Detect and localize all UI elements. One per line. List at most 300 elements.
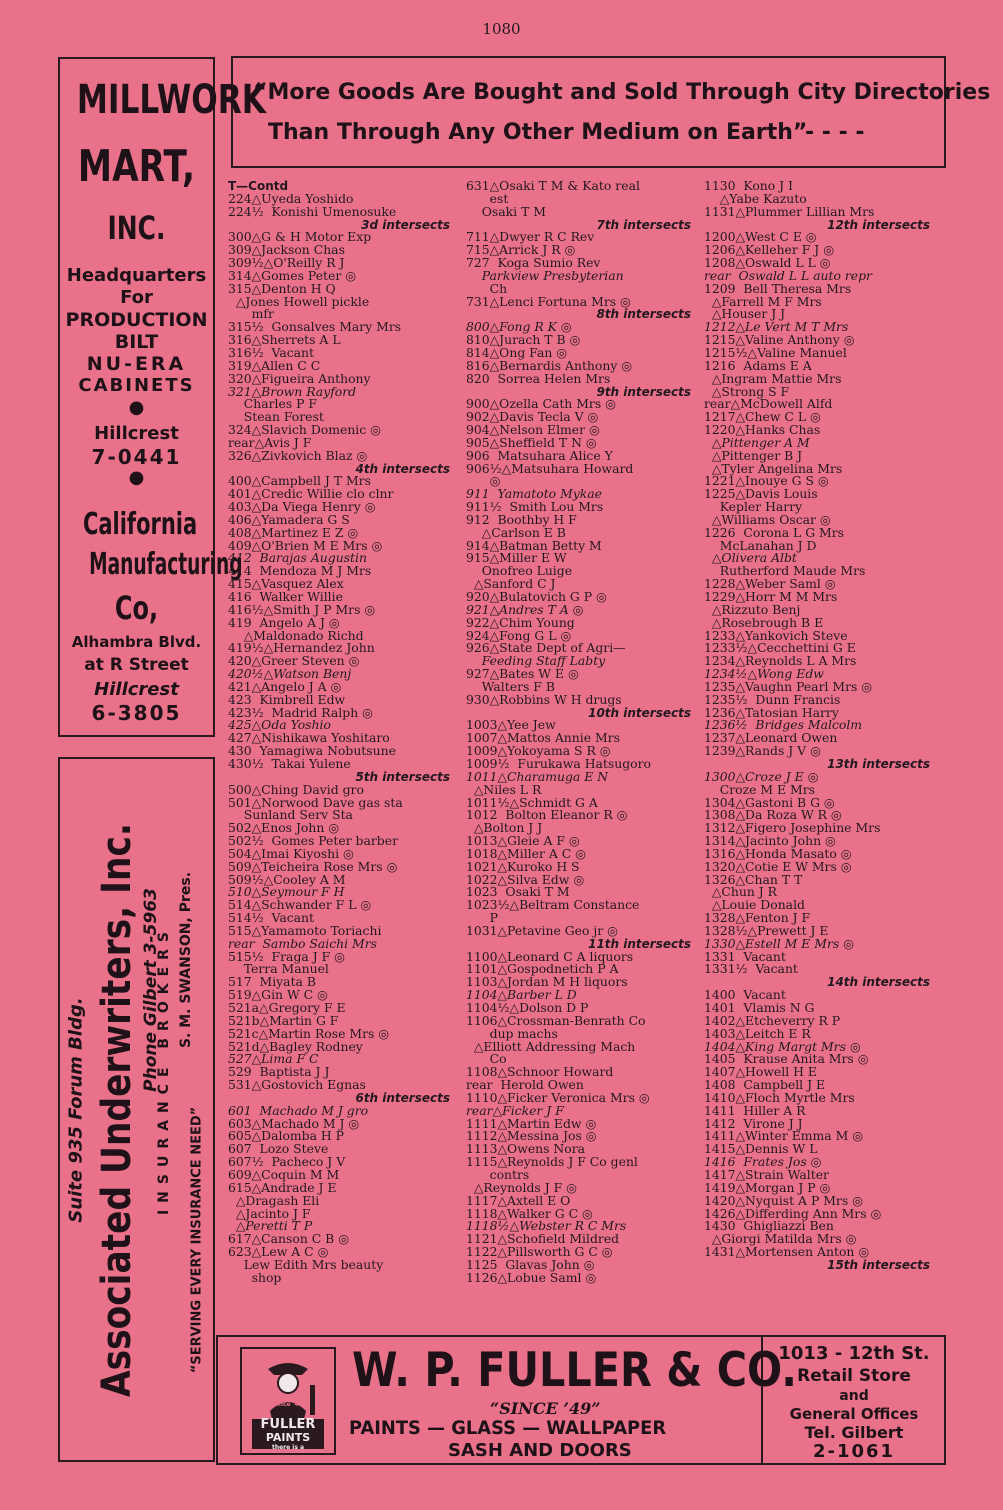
directory-entry: 924△Fong G L ◎ [466, 627, 572, 643]
directory-entry: rear△Avis J F [228, 434, 312, 450]
ad-assoc-phone: Phone Gilbert 3-5963 [140, 887, 161, 1092]
directory-entry: Ch [466, 280, 508, 296]
directory-entry: 515△Yamamoto Toriachi [228, 922, 382, 938]
directory-entry: 309△Jackson Chas [228, 242, 345, 258]
directory-entry: 911½ Smith Lou Mrs [466, 499, 604, 515]
directory-entry: 1209 Bell Theresa Mrs [704, 280, 852, 296]
directory-entry: 420△Greer Steven ◎ [228, 653, 360, 669]
directory-entry: 1239△Rands J V ◎ [704, 743, 821, 759]
directory-entry: △Pittenger A M [704, 434, 810, 450]
directory-entry: rear△McDowell Alfd [704, 396, 833, 412]
directory-entry: 421△Angelo J A ◎ [228, 678, 342, 694]
directory-entry: 401△Credic Willie clo clnr [228, 486, 394, 502]
page-number: 1080 [482, 20, 521, 38]
directory-entry: △Sanford C J [466, 576, 556, 592]
directory-entry: 309½△O'Reilly R J [228, 255, 345, 271]
directory-entry: △Elliott Addressing Mach [466, 1038, 636, 1054]
directory-entry: 1415△Dennis W L [704, 1141, 818, 1157]
directory-entry: 1216 Adams E A [704, 357, 812, 373]
directory-entry: 1208△Oswald L L ◎ [704, 255, 831, 271]
directory-entry: 1308△Da Roza W R ◎ [704, 807, 842, 823]
directory-entry: 816△Bernardis Anthony ◎ [466, 357, 633, 373]
directory-entry: 527△Lima F C [228, 1051, 319, 1067]
directory-entry: 1330△Estell M E Mrs ◎ [704, 935, 854, 951]
ad-at-r-street: at R Street [84, 655, 189, 675]
directory-entry: △Chun J R [704, 884, 778, 900]
directory-entry: 1401 Vlamis N G [704, 1000, 815, 1015]
directory-entry: 1215½△Valine Manuel [704, 344, 847, 360]
directory-entry: △Louie Donald [704, 897, 805, 913]
directory-entry: 912 Boothby H F [466, 511, 577, 527]
fuller-sash: SASH AND DOORS [448, 1440, 632, 1461]
directory-entry: 1402△Etcheverry R P [704, 1012, 841, 1028]
directory-entry: 1013△Gleie A F ◎ [466, 833, 580, 849]
directory-entry: 1122△Pillsworth G C ◎ [466, 1244, 613, 1260]
directory-entry: 425△Oda Yoshio [228, 717, 331, 733]
directory-entry: 504△Imai Kiyoshi ◎ [228, 845, 354, 861]
ad-wp-fuller [216, 1335, 946, 1465]
fuller-offices: General Offices [789, 1405, 919, 1423]
directory-entry: rear Sambo Saichi Mrs [228, 935, 378, 951]
directory-entry: 1220△Hanks Chas [704, 422, 821, 438]
directory-entry: Co [466, 1051, 507, 1067]
directory-entry: 1130 Kono J I [704, 178, 793, 193]
directory-entry: △Ingram Mattie Mrs [704, 370, 842, 386]
directory-entry: 406△Yamadera G S [228, 511, 350, 527]
directory-entry: rear Herold Owen [466, 1077, 584, 1093]
ad-california: California [82, 507, 198, 542]
directory-entry: 926△State Dept of Agri— [466, 640, 626, 656]
directory-entry: 515½ Fraga J F ◎ [228, 948, 345, 964]
directory-entry: 1023 Osaki T M [466, 884, 570, 900]
directory-entry: 1235½ Dunn Francis [704, 691, 841, 707]
directory-entry: 1115△Reynolds J F Co genl [466, 1154, 638, 1170]
directory-entry: 1003△Yee Jew [466, 717, 556, 733]
directory-entry: 1023½△Beltram Constance [466, 897, 640, 913]
directory-entry: 315△Denton H Q [228, 280, 336, 296]
directory-entry: △Jacinto J F [228, 1205, 311, 1221]
headline-line-1: “More Goods Are Bought and Sold Through City Directories [253, 80, 991, 105]
directory-entry: △Carlson E B [466, 524, 566, 540]
directory-entry: est [466, 190, 509, 206]
directory-entry: Charles P F [228, 396, 317, 412]
directory-entry: 1022△Silva Edw ◎ [466, 871, 585, 887]
ad-assoc-slogan: “SERVING EVERY INSURANCE NEED” [189, 1106, 204, 1373]
directory-entry: 1111△Martin Edw ◎ [466, 1115, 597, 1131]
directory-entry: 509△Teicheira Rose Mrs ◎ [228, 858, 398, 874]
directory-entry: 617△Canson C B ◎ [228, 1231, 350, 1247]
directory-entry: 320△Figueira Anthony [228, 370, 371, 386]
directory-entry: 1012 Bolton Eleanor R ◎ [466, 807, 628, 823]
directory-entry: 403△Da Viega Henry ◎ [228, 499, 376, 515]
ad-phone-2: 6-3805 [91, 701, 182, 725]
directory-entry: 1426△Differding Ann Mrs ◎ [704, 1205, 882, 1221]
directory-entry: 521a△Gregory F E [228, 1000, 346, 1015]
directory-entry: △Pittenger B J [704, 447, 803, 463]
directory-entry: 800△Fong R K ◎ [466, 319, 572, 335]
directory-entry: 502△Enos John ◎ [228, 820, 340, 836]
directory-entry: 1125 Glavas John ◎ [466, 1256, 595, 1272]
fuller-logo-name: FULLER [260, 1417, 316, 1432]
directory-entry: 224△Uyeda Yoshido [228, 190, 354, 206]
directory-entry: 1011△Charamuga E N [466, 768, 609, 784]
directory-entry: P [466, 910, 498, 926]
directory-entry: 420½△Watson Benj [228, 666, 352, 682]
directory-entry: 423½ Madrid Ralph ◎ [228, 704, 373, 720]
directory-entry: 1007△Mattos Annie Mrs [466, 730, 620, 746]
ad-millwork-headquarters: Headquarters [66, 265, 207, 286]
directory-entry: 1215△Valine Anthony ◎ [704, 332, 855, 348]
ad-millwork-nuera: NU-ERA [86, 353, 187, 375]
directory-entry: △Bolton J J [466, 820, 543, 836]
directory-entry: 1404△King Margt Mrs ◎ [704, 1038, 861, 1054]
directory-entry: 319△Allen C C [228, 357, 321, 373]
directory-entry: 1104△Barber L D [466, 987, 577, 1003]
ad-millwork-bilt: BILT [114, 331, 159, 353]
directory-entry: 1331½ Vacant [704, 961, 798, 977]
directory-entry: 529 Baptista J J [228, 1064, 330, 1080]
directory-entry: 1225△Davis Louis [704, 486, 818, 502]
directory-column-3 [704, 180, 930, 1272]
directory-entry: shop [228, 1269, 282, 1285]
directory-entry: 731△Lenci Fortuna Mrs ◎ [466, 293, 631, 309]
directory-entry: 423 Kimbrell Edw [228, 691, 346, 707]
directory-entry: △Houser J J [704, 306, 786, 322]
directory-entry: 521b△Martin G F [228, 1012, 339, 1028]
ad-millwork-phone-1: 7-0441 [91, 445, 182, 469]
directory-entry: Feeding Staff Labty [466, 653, 606, 669]
fuller-phone: 2-1061 [812, 1441, 896, 1462]
directory-entry: 1229△Horr M M Mrs [704, 589, 838, 604]
directory-entry: 902△Davis Tecla V ◎ [466, 409, 599, 425]
directory-entry: △Reynolds J F ◎ [466, 1179, 577, 1195]
directory-entry: Croze M E Mrs [704, 781, 815, 797]
ad-millwork-cabinets: CABINETS [78, 375, 195, 396]
directory-entry: 427△Nishikawa Yoshitaro [228, 730, 390, 746]
directory-entry: 1419△Morgan J P ◎ [704, 1179, 831, 1195]
directory-entry: 906 Matsuhara Alice Y [466, 447, 613, 463]
directory-entry: △Rosebrough B E [704, 614, 824, 630]
directory-entry: 1316△Honda Masato ◎ [704, 845, 852, 861]
fuller-address: 1013 - 12th St. [778, 1343, 930, 1364]
directory-entry: 416 Walker Willie [228, 589, 343, 604]
directory-entry: △Tyler Angelina Mrs [704, 460, 843, 476]
directory-entry: 820 Sorrea Helen Mrs [466, 370, 611, 386]
directory-entry: 324△Slavich Domenic ◎ [228, 422, 381, 438]
directory-entry: Sunland Serv Sta [228, 807, 353, 823]
directory-entry: 1009△Yokoyama S R ◎ [466, 743, 611, 759]
directory-entry: 400△Campbell J T Mrs [228, 473, 371, 489]
directory-entry: 607½ Pacheco J V [228, 1154, 346, 1170]
directory-entry: 601 Machado M J gro [228, 1102, 369, 1118]
intersection-heading: 15th intersects [827, 1257, 930, 1272]
directory-entry: Rutherford Maude Mrs [704, 563, 866, 579]
ad-manufacturing: Manufacturing [89, 547, 243, 582]
directory-column-2 [466, 180, 691, 1285]
directory-entry: 1117△Axtell E O [466, 1192, 571, 1208]
directory-entry: 1431△Mortensen Anton ◎ [704, 1244, 870, 1260]
directory-entry: 631△Osaki T M & Kato real [466, 178, 640, 193]
directory-entry: 1326△Chan T T [704, 871, 803, 887]
intersection-heading: 12th intersects [827, 217, 930, 232]
ad-assoc-president: S. M. SWANSON, Pres. [177, 871, 194, 1048]
fuller-logo-slogan: there is a [271, 1444, 305, 1451]
directory-entry: △Jones Howell pickle [228, 293, 370, 309]
fuller-products: PAINTS — GLASS — WALLPAPER [349, 1417, 667, 1439]
headline-line-2: Than Through Any Other Medium on Earth” [268, 120, 808, 145]
directory-entry: 1300△Croze J E ◎ [704, 768, 819, 784]
directory-entry: 1118½△Webster R C Mrs [466, 1218, 627, 1234]
directory-entry: 814△Ong Fan ◎ [466, 344, 568, 360]
directory-entry: 1410△Floch Myrtle Mrs [704, 1089, 855, 1105]
directory-entry: 409△O'Brien M E Mrs ◎ [228, 537, 383, 553]
directory-entry: 1411 Hiller A R [704, 1102, 806, 1118]
intersection-heading: 13th intersects [827, 756, 930, 771]
ad-millwork-inc: INC. [107, 209, 166, 247]
directory-entry: △Peretti T P [228, 1218, 313, 1234]
directory-entry: 927△Bates W E ◎ [466, 666, 579, 682]
ad-millwork-production: PRODUCTION [65, 309, 208, 331]
directory-entry: △Williams Oscar ◎ [704, 511, 831, 527]
directory-entry: 1100△Leonard C A liquors [466, 948, 634, 964]
directory-entry: dup machs [466, 1025, 558, 1041]
ad-assoc-suite: Suite 935 Forum Bldg. [65, 996, 86, 1223]
directory-entry: 414 Mendoza M J Mrs [228, 563, 372, 579]
directory-entry: 1234½△Wong Edw [704, 666, 824, 682]
directory-entry: 1228△Weber Saml ◎ [704, 576, 836, 592]
directory-entry: 316½ Vacant [228, 344, 315, 360]
directory-entry: 514△Schwander F L ◎ [228, 897, 372, 913]
directory-entry: 906½△Matsuhara Howard [466, 460, 634, 476]
directory-entry: 510△Seymour F H [228, 884, 345, 900]
directory-entry: 922△Chim Young [466, 614, 575, 630]
ad-millwork-mart-word: MART, [77, 141, 196, 192]
directory-entry: △Strong S F [704, 383, 790, 399]
directory-entry: 1314△Jacinto John ◎ [704, 833, 836, 849]
intersection-heading: 14th intersects [827, 975, 930, 990]
directory-entry: 326△Zivkovich Blaz ◎ [228, 447, 368, 463]
directory-entry: 1416 Frates Jos ◎ [704, 1154, 822, 1170]
directory-entry: 412 Barajas Augustin [228, 550, 367, 566]
directory-entry: rear△Ficker J F [466, 1102, 564, 1118]
directory-entry: 531△Gostovich Egnas [228, 1077, 366, 1093]
ad-millwork-bullet-1: ● [128, 397, 145, 418]
directory-entry: 605△Dalomba H P [228, 1128, 345, 1144]
directory-entry: Osaki T M [466, 203, 546, 219]
intersection-heading: 8th intersects [596, 307, 691, 322]
directory-entry: 224½ Konishi Umenosuke [228, 203, 397, 219]
ad-associated-underwriters [58, 757, 215, 1462]
directory-entry: 1101△Gospodnetich P A [466, 961, 619, 977]
directory-entry: 1021△Kuroko H S [466, 858, 580, 874]
intersection-heading: 3d intersects [361, 217, 450, 232]
directory-entry: 1403△Leitch E R [704, 1025, 811, 1041]
ad-co: Co, [114, 589, 159, 627]
directory-entry: 1420△Nyquist A P Mrs ◎ [704, 1192, 863, 1208]
ad-millwork-for: For [120, 287, 153, 308]
directory-entry: 1328△Fenton J F [704, 910, 811, 926]
directory-entry: 609△Coquin M M [228, 1166, 340, 1182]
directory-entry: 1320△Cotie E W Mrs ◎ [704, 858, 852, 874]
directory-entry: McLanahan J D [704, 537, 817, 553]
headline-dashes: - - - - [805, 120, 865, 145]
directory-entry: Terra Manuel [228, 961, 329, 977]
ad-alhambra: Alhambra Blvd. [71, 633, 202, 651]
directory-entry: 316△Sherrets A L [228, 332, 341, 348]
directory-entry: 930△Robbins W H drugs [466, 691, 622, 707]
directory-entry: 1411△Winter Emma M ◎ [704, 1128, 864, 1144]
directory-entry: 1018△Miller A C ◎ [466, 845, 586, 861]
directory-entry: 419½△Hernandez John [228, 640, 375, 656]
intersection-heading: 7th intersects [596, 217, 691, 232]
directory-entry: 1405 Krause Anita Mrs ◎ [704, 1051, 869, 1067]
directory-entry: 502½ Gomes Peter barber [228, 833, 398, 849]
directory-entry: rear Oswald L L auto repr [704, 267, 872, 283]
directory-entry: 1126△Lobue Saml ◎ [466, 1269, 597, 1285]
directory-entry: 810△Jurach T B ◎ [466, 332, 581, 348]
directory-entry: 1235△Vaughn Pearl Mrs ◎ [704, 678, 873, 694]
directory-entry: 915△Miller E W [466, 550, 567, 566]
directory-entry: 904△Nelson Elmer ◎ [466, 422, 600, 438]
directory-entry: 1237△Leonard Owen [704, 730, 838, 746]
directory-entry: 715△Arrick J R ◎ [466, 242, 576, 258]
directory-entry: 1206△Kelleher F J ◎ [704, 242, 835, 258]
directory-entry: Kepler Harry [704, 499, 803, 515]
ad-millwork-bullet-2: ● [128, 467, 145, 488]
fuller-logo [240, 1347, 336, 1455]
directory-entry: 1110△Ficker Veronica Mrs ◎ [466, 1089, 650, 1105]
directory-entry: 514½ Vacant [228, 910, 315, 926]
directory-entry: 911 Yamatoto Mykae [466, 486, 602, 502]
directory-entry: 1407△Howell H E [704, 1064, 817, 1080]
fuller-logo-paints: PAINTS [265, 1431, 311, 1444]
directory-entry: △Rizzuto Benj [704, 601, 801, 617]
ad-millwork-hillcrest: Hillcrest [94, 423, 179, 444]
directory-entry: mfr [228, 306, 274, 322]
directory-entry: 727 Koga Sumio Rev [466, 255, 601, 271]
directory-entry: 500△Ching David gro [228, 781, 364, 797]
directory-entry: 1408 Campbell J E [704, 1077, 826, 1093]
ad-assoc-brokers: INSURANCE BROKERS [155, 924, 172, 1215]
directory-entry: 1233△Yankovich Steve [704, 627, 848, 643]
directory-entry: 711△Dwyer R C Rev [466, 229, 595, 245]
directory-column-1 [228, 180, 450, 1285]
directory-entry: 1131△Plummer Lillian Mrs [704, 203, 875, 219]
directory-entry: 1011½△Schmidt G A [466, 794, 598, 810]
directory-entry: △Olivera Albt [704, 550, 797, 566]
directory-entry: 1200△West C E ◎ [704, 229, 817, 245]
ad-hillcrest-2: Hillcrest [94, 679, 179, 700]
intersection-heading: 9th intersects [596, 384, 691, 399]
directory-entry: 1104½△Dolson D P [466, 1000, 589, 1015]
directory-entry: 1113△Owens Nora [466, 1141, 586, 1157]
directory-entry: 1328½△Prewett J E [704, 922, 829, 938]
directory-entry: 607 Lozo Steve [228, 1141, 329, 1157]
intersection-heading: 5th intersects [355, 769, 450, 784]
intersection-heading: 11th intersects [588, 936, 691, 951]
directory-entry: contrs [466, 1166, 530, 1182]
fuller-since: “SINCE ’49” [490, 1399, 601, 1418]
directory-entry: 519△Gin W C ◎ [228, 987, 328, 1003]
directory-entry: 1112△Messina Jos ◎ [466, 1128, 597, 1144]
directory-entry: 1217△Chew C L ◎ [704, 409, 821, 425]
headline-box [231, 56, 991, 168]
directory-entry: 1121△Schofield Mildred [466, 1231, 620, 1247]
directory-entry: 920△Bulatovich G P ◎ [466, 589, 607, 604]
directory-entry: 416½△Smith J P Mrs ◎ [228, 601, 376, 617]
directory-entry: 1031△Petavine Geo jr ◎ [466, 922, 618, 938]
fuller-name: W. P. FULLER & CO. [352, 1343, 798, 1398]
directory-entry: 521d△Bagley Rodney [228, 1038, 363, 1054]
directory-entry: 408△Martinez E Z ◎ [228, 524, 359, 540]
directory-entry: 1221△Inouye G S ◎ [704, 473, 829, 489]
directory-entry: Stean Forest [228, 409, 324, 425]
directory-entry: 321△Brown Rayford [228, 383, 357, 399]
ad-assoc-name: Associated Underwriters, Inc. [93, 822, 140, 1397]
directory-entry: 905△Sheffield T N ◎ [466, 434, 597, 450]
directory-entry: 1430 Ghigliazzi Ben [704, 1218, 834, 1234]
directory-entry: 1108△Schnoor Howard [466, 1064, 614, 1080]
directory-entry: 1312△Figero Josephine Mrs [704, 820, 881, 836]
directory-entry: 501△Norwood Dave gas sta [228, 794, 403, 810]
directory-entry: 921△Andres T A ◎ [466, 601, 584, 617]
street-heading: T—Contd [228, 179, 289, 193]
directory-entry: 517 Miyata B [228, 974, 316, 990]
directory-entry: ◎ [466, 473, 501, 489]
directory-entry: 603△Machado M J ◎ [228, 1115, 360, 1131]
directory-entry: △Dragash Eli [228, 1192, 320, 1208]
directory-entry: 315½ Gonsalves Mary Mrs [228, 319, 402, 335]
directory-entry: 430½ Takai Yulene [228, 755, 351, 771]
directory-entry: 615△Andrade J E [228, 1179, 337, 1195]
directory-entry: △Giorgi Matilda Mrs ◎ [704, 1231, 857, 1247]
directory-entry: Parkview Presbyterian [466, 267, 624, 283]
fuller-and: and [839, 1388, 869, 1404]
directory-entry: 1400 Vacant [704, 987, 786, 1003]
directory-entry: 1118△Walker G C ◎ [466, 1205, 593, 1221]
directory-entry: 1226 Corona L G Mrs [704, 524, 845, 540]
directory-entry: 914△Batman Betty M [466, 537, 602, 553]
directory-entry: 1236½ Bridges Malcolm [704, 717, 863, 733]
directory-entry: Lew Edith Mrs beauty [228, 1256, 384, 1272]
directory-entry: 1212△Le Vert M T Mrs [704, 319, 849, 335]
directory-entry: 509½△Cooley A M [228, 871, 346, 887]
directory-entry: 1412 Virone J J [704, 1115, 803, 1131]
directory-entry: △Maldonado Richd [228, 627, 364, 643]
directory-entry: 521c△Martin Rose Mrs ◎ [228, 1025, 390, 1041]
directory-entry: 623△Lew A C ◎ [228, 1244, 329, 1260]
directory-entry: 1009½ Furukawa Hatsugoro [466, 755, 652, 771]
directory-entry: 900△Ozella Cath Mrs ◎ [466, 396, 616, 412]
directory-entry: 300△G & H Motor Exp [228, 229, 372, 245]
directory-entry: 1417△Strain Walter [704, 1166, 829, 1182]
directory-entry: 1304△Gastoni B G ◎ [704, 794, 835, 810]
intersection-heading: 6th intersects [355, 1090, 450, 1105]
directory-entry: △Niles L R [466, 781, 542, 797]
directory-entry: Onofreo Luige [466, 563, 573, 579]
intersection-heading: 4th intersects [355, 461, 450, 476]
directory-entry: 1331 Vacant [704, 948, 786, 964]
directory-entry: 314△Gomes Peter ◎ [228, 267, 357, 283]
directory-entry: 1233½△Cecchettini G E [704, 640, 856, 656]
directory-entry: 1103△Jordan M H liquors [466, 974, 628, 990]
directory-entry: 430 Yamagiwa Nobutsune [228, 743, 396, 759]
fuller-logo-top: since '49 [273, 1401, 303, 1408]
directory-entry: 1236△Tatosian Harry [704, 704, 839, 720]
directory-entry: 1234△Reynolds L A Mrs [704, 653, 857, 669]
directory-entry: 419 Angelo A J ◎ [228, 614, 340, 630]
fuller-tel: Tel. Gilbert [804, 1423, 904, 1442]
